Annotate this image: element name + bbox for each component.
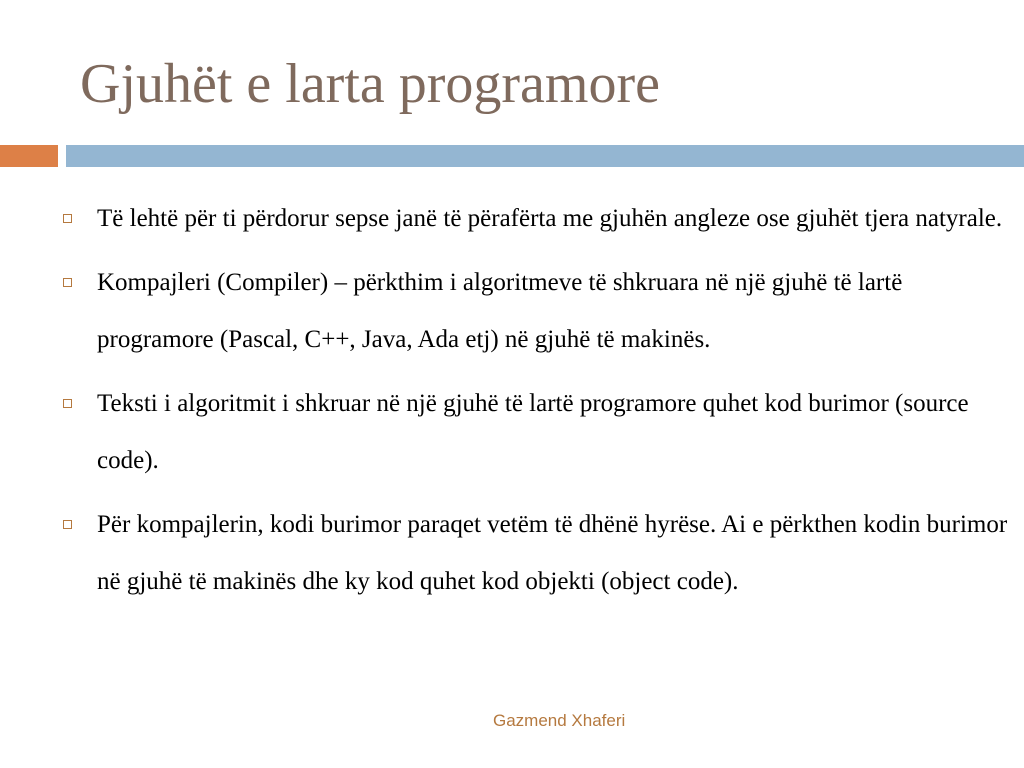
square-bullet-icon: [63, 214, 72, 223]
square-bullet-icon: [63, 399, 72, 408]
slide-footer: Gazmend Xhaferi: [493, 711, 626, 730]
bullet-item: [0, 375, 1017, 489]
title-underline-bar: [66, 145, 1024, 167]
square-bullet-icon: [63, 520, 72, 529]
bullet-text: Teksti i algoritmit i shkruar në një gjuhë të lartë programore quhet kod burimor (source code).: [97, 390, 969, 474]
bullet-item: [0, 190, 1017, 247]
bullet-list: [0, 190, 1017, 617]
bullet-item: [0, 496, 1017, 610]
bullet-text: Për kompajlerin, kodi burimor paraqet vetëm të dhënë hyrëse. Ai e përkthen kodin burimor në gjuhë të makinës dhe ky kod quhet kod objekti (object code).: [97, 511, 1008, 595]
square-bullet-icon: [63, 278, 72, 287]
bullet-text: Kompajleri (Compiler) – përkthim i algoritmeve të shkruara në një gjuhë të lartë programore (Pascal, C++, Java, Ada etj) në gjuhë të makinës.: [97, 269, 903, 353]
bullet-item: [0, 254, 1017, 368]
accent-bar: [0, 145, 58, 167]
bullet-text: Të lehtë për ti përdorur sepse janë të përafërta me gjuhën angleze ose gjuhët tjera natyrale.: [97, 205, 1003, 232]
slide-title: Gjuhët e larta programore: [80, 53, 660, 115]
